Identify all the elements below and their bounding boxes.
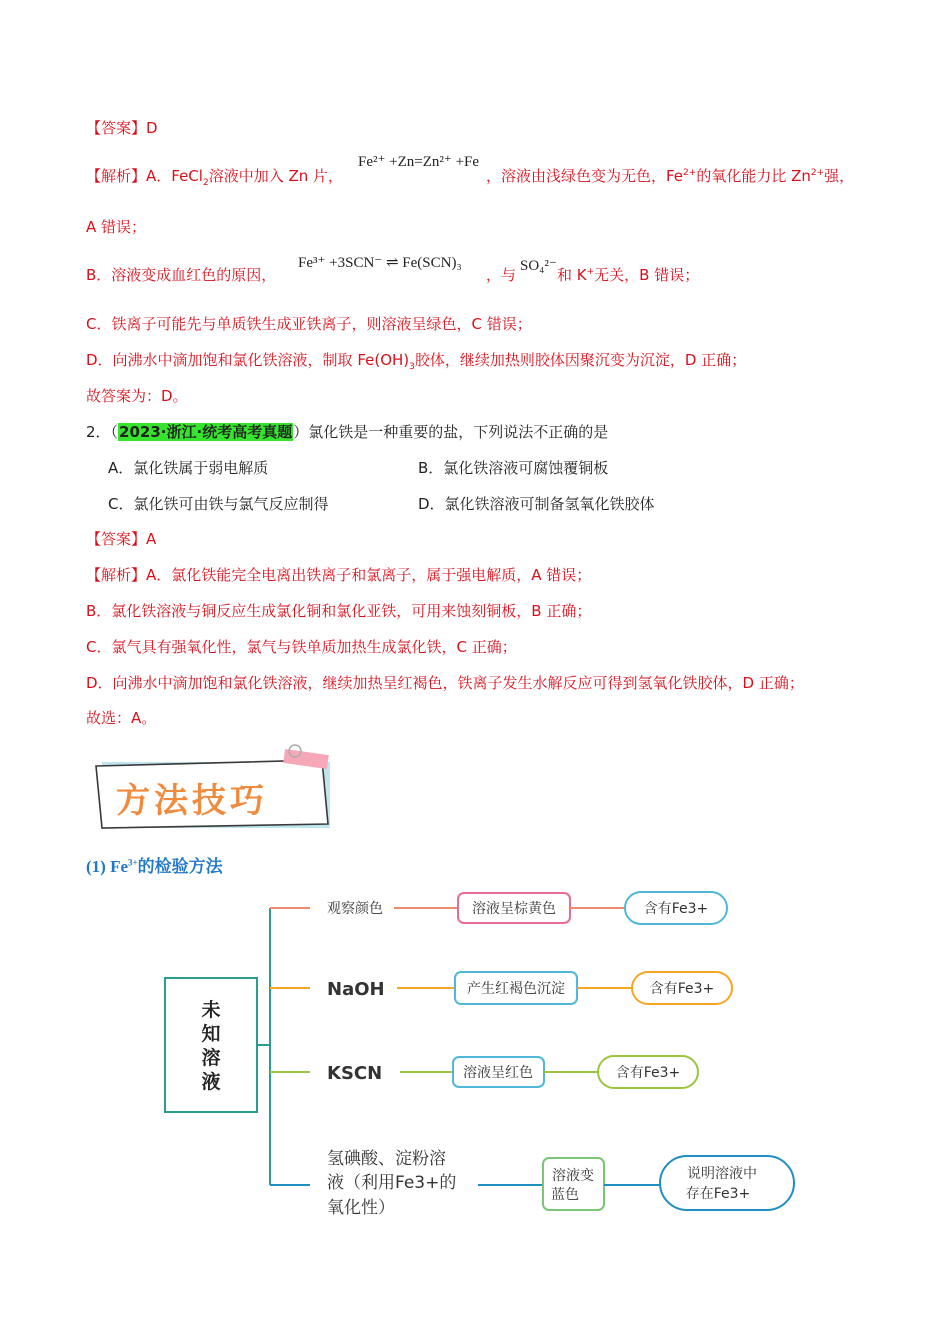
q1-analysis-b: B．溶液变成血红色的原因， <box>86 266 277 284</box>
q1-analysis-b-end: 和 K+无关，B 错误； <box>557 266 700 284</box>
mindmap-trunk <box>257 908 270 1185</box>
mindmap-root-char-1: 未 <box>201 999 221 1021</box>
q1-analysis-d: D．向沸水中滴加饱和氯化铁溶液，制取 $Fe(OH)_3$胶体，继续加热则胶体因聚沉变为沉淀，D 正确； <box>86 351 747 372</box>
method-tips-banner <box>88 742 338 834</box>
q1-conclusion: 故答案为：D。 <box>86 387 188 405</box>
q2-analysis-a: 【解析】A．氯化铁能完全电离出铁离子和氯离子，属于强电解质，A 错误； <box>86 566 592 584</box>
formula-fe-scn: Fe³⁺ +3SCN⁻ ⇌ Fe(SCN)₃ <box>298 255 462 271</box>
q2-source-badge: 2023·浙江·统考高考真题 <box>119 423 293 441</box>
branch-1-conclusion: 含有Fe3+ <box>643 901 709 917</box>
q2-option-a: A．氯化铁属于弱电解质 <box>108 459 269 477</box>
q1-analysis-a-end: A 错误； <box>86 218 147 236</box>
formula-sulfate: SO₄²⁻ <box>520 258 557 274</box>
mindmap-root-char-3: 溶 <box>201 1047 221 1069</box>
branch-2-result: 产生红褐色沉淀 <box>467 981 565 997</box>
branch-1-method: 观察颜色 <box>327 901 383 917</box>
banner-text: 方法技巧 <box>116 781 268 821</box>
q2-option-d: D．氯化铁溶液可制备氢氧化铁胶体 <box>418 495 655 513</box>
branch-4-conclusion-line-2: 存在Fe3+ <box>685 1186 751 1202</box>
branch-3-result: 溶液呈红色 <box>463 1065 533 1081</box>
q2-option-c: C．氯化铁可由铁与氯气反应制得 <box>108 495 329 513</box>
branch-2-conclusion: 含有Fe3+ <box>649 981 715 997</box>
branch-4-method-line-2: 液（利用Fe3+的 <box>327 1173 457 1193</box>
section-title: (1) $Fe^{3+}$的检验方法 <box>86 857 223 876</box>
q2-analysis-b: B．氯化铁溶液与铜反应生成氯化铜和氯化亚铁，可用来蚀刻铜板，B 正确； <box>86 602 592 620</box>
q2-stem: 2．（2023·浙江·统考高考真题）氯化铁是一种重要的盐，下列说法不正确的是 <box>86 423 609 441</box>
branch-3-method: KSCN <box>327 1063 383 1084</box>
q2-analysis-c: C．氯气具有强氧化性，氯气与铁单质加热生成氯化铁，C 正确； <box>86 638 517 656</box>
q1-analysis-a: 【解析】A．FeCl$_2$溶液中加入 Zn 片， <box>86 167 344 188</box>
branch-4-result-line-1: 溶液变 <box>552 1168 594 1184</box>
formula-fe-zn: Fe²⁺ +Zn=Zn²⁺ +Fe <box>358 154 480 170</box>
q1-answer: 【答案】D <box>86 119 158 137</box>
q2-conclusion: 故选：A。 <box>86 709 157 727</box>
branch-4-result-line-2: 蓝色 <box>551 1187 579 1203</box>
q1-analysis-b-mid: ，与 <box>486 266 517 284</box>
branch-3-conclusion: 含有Fe3+ <box>615 1065 681 1081</box>
mindmap-root-char-4: 液 <box>201 1071 221 1093</box>
q2-option-b: B．氯化铁溶液可腐蚀覆铜板 <box>418 459 609 477</box>
branch-4-method-line-1: 氢碘酸、淀粉溶 <box>327 1149 446 1169</box>
q2-answer: 【答案】A <box>86 530 157 548</box>
fe3-test-mindmap <box>0 880 950 1240</box>
branch-4-conclusion-line-1: 说明溶液中 <box>687 1166 757 1182</box>
branch-1-result: 溶液呈棕黄色 <box>472 901 556 917</box>
mindmap-root-char-2: 知 <box>201 1023 221 1045</box>
branch-2-method: NaOH <box>327 979 385 1000</box>
branch-4-method-line-3: 氧化性） <box>327 1198 395 1218</box>
q1-analysis-a-cont: ，溶液由浅绿色变为无色，$Fe^{2+}$的氧化能力比 $Zn^{2+}$强， <box>486 167 855 185</box>
q1-analysis-c: C．铁离子可能先与单质铁生成亚铁离子，则溶液呈绿色，C 错误； <box>86 315 532 333</box>
q2-analysis-d: D．向沸水中滴加饱和氯化铁溶液，继续加热呈红褐色，铁离子发生水解反应可得到氢氧化铁胶体，D 正确； <box>86 674 804 692</box>
